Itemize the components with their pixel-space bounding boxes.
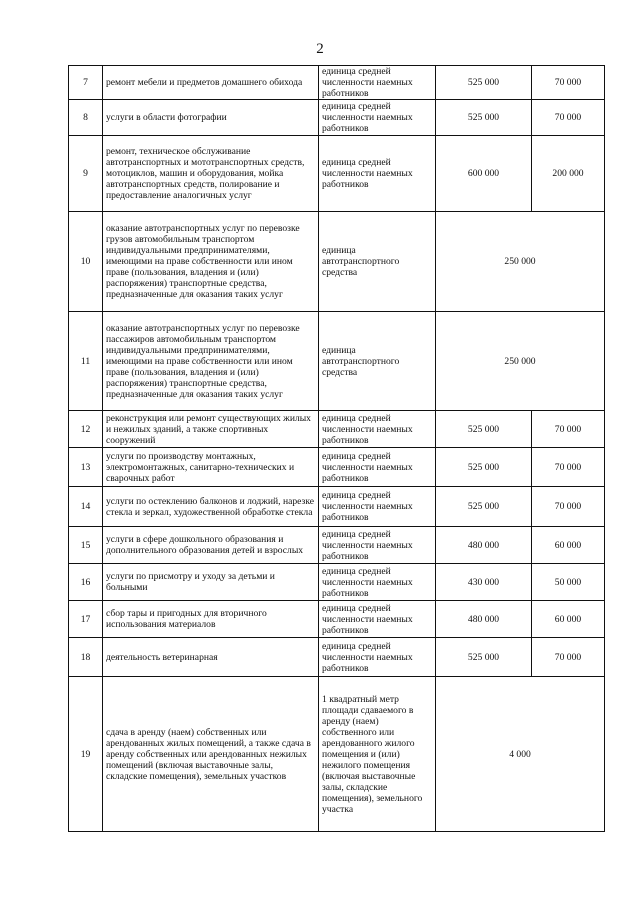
unit-cell: единица средней численности наемных работников — [319, 448, 436, 487]
value-cell-2: 70 000 — [532, 448, 605, 487]
value-cell-1: 525 000 — [436, 66, 532, 100]
table-row — [69, 100, 605, 136]
value-cell-2: 70 000 — [532, 487, 605, 527]
unit-cell: единица средней численности наемных работников — [319, 100, 436, 136]
unit-cell: единица автотранспортного средства — [319, 312, 436, 411]
value-cell-1: 480 000 — [436, 527, 532, 564]
table-row — [69, 136, 605, 212]
table-row — [69, 677, 605, 832]
activity-cell: услуги по присмотру и уходу за детьми и больными — [103, 564, 319, 601]
table-row — [69, 601, 605, 638]
activity-cell: ремонт, техническое обслуживание автотранспортных и мототранспортных средств, мотоциклов, машин и оборудования, мойка автотранспортных средств, полирование и предоставление аналогичных услуг — [103, 136, 319, 212]
value-cell-merged: 250 000 — [436, 212, 605, 312]
table-row — [69, 527, 605, 564]
row-number: 8 — [69, 100, 103, 136]
row-number: 7 — [69, 66, 103, 100]
table-row — [69, 212, 605, 312]
row-number: 12 — [69, 411, 103, 448]
row-number: 15 — [69, 527, 103, 564]
activity-cell: реконструкция или ремонт существующих жилых и нежилых зданий, а также спортивных сооружений — [103, 411, 319, 448]
activity-cell: ремонт мебели и предметов домашнего обихода — [103, 66, 319, 100]
value-cell-2: 50 000 — [532, 564, 605, 601]
table-row — [69, 487, 605, 527]
unit-cell: единица средней численности наемных работников — [319, 136, 436, 212]
unit-cell: единица средней численности наемных работников — [319, 564, 436, 601]
value-cell-1: 525 000 — [436, 448, 532, 487]
table-row — [69, 448, 605, 487]
row-number: 11 — [69, 312, 103, 411]
row-number: 19 — [69, 677, 103, 832]
value-cell-1: 430 000 — [436, 564, 532, 601]
value-cell-merged: 250 000 — [436, 312, 605, 411]
tax-rates-table — [68, 65, 605, 832]
activity-cell: услуги по остеклению балконов и лоджий, нарезке стекла и зеркал, художественной обработке стекла — [103, 487, 319, 527]
unit-cell: единица средней численности наемных работников — [319, 601, 436, 638]
value-cell-1: 525 000 — [436, 100, 532, 136]
activity-cell: оказание автотранспортных услуг по перевозке пассажиров автомобильным транспортом индивидуальными предпринимателями, имеющими на праве собственности или ином праве (пользования, владения и (или) распоряжения) транспортные средства, предназначенные для оказания таких услуг — [103, 312, 319, 411]
unit-cell: единица средней численности наемных работников — [319, 638, 436, 677]
value-cell-1: 525 000 — [436, 487, 532, 527]
unit-cell: единица средней численности наемных работников — [319, 411, 436, 448]
value-cell-1: 600 000 — [436, 136, 532, 212]
value-cell-2: 70 000 — [532, 411, 605, 448]
activity-cell: сдача в аренду (наем) собственных или арендованных жилых помещений, а также сдача в аренду собственных или арендованных нежилых помещений (включая выставочные залы, складские помещения), земельных участков — [103, 677, 319, 832]
activity-cell: услуги по производству монтажных, электромонтажных, санитарно-технических и сварочных работ — [103, 448, 319, 487]
unit-cell: единица средней численности наемных работников — [319, 487, 436, 527]
activity-cell: услуги в области фотографии — [103, 100, 319, 136]
row-number: 13 — [69, 448, 103, 487]
value-cell-1: 525 000 — [436, 411, 532, 448]
activity-cell: сбор тары и пригодных для вторичного использования материалов — [103, 601, 319, 638]
table-row — [69, 564, 605, 601]
unit-cell: единица средней численности наемных работников — [319, 66, 436, 100]
row-number: 9 — [69, 136, 103, 212]
table-row — [69, 411, 605, 448]
value-cell-merged: 4 000 — [436, 677, 605, 832]
row-number: 18 — [69, 638, 103, 677]
value-cell-2: 60 000 — [532, 527, 605, 564]
value-cell-2: 60 000 — [532, 601, 605, 638]
row-number: 10 — [69, 212, 103, 312]
value-cell-1: 525 000 — [436, 638, 532, 677]
unit-cell: единица средней численности наемных работников — [319, 527, 436, 564]
value-cell-1: 480 000 — [436, 601, 532, 638]
value-cell-2: 70 000 — [532, 100, 605, 136]
activity-cell: оказание автотранспортных услуг по перевозке грузов автомобильным транспортом индивидуальными предпринимателями, имеющими на праве собственности или ином праве (пользования, владения и (или) распоряжения) транспортные средства, предназначенные для оказания таких услуг — [103, 212, 319, 312]
row-number: 17 — [69, 601, 103, 638]
table-row — [69, 638, 605, 677]
value-cell-2: 200 000 — [532, 136, 605, 212]
page-number: 2 — [316, 41, 324, 57]
unit-cell: 1 квадратный метр площади сдаваемого в аренду (наем) собственного или арендованного жилого помещения и (или) нежилого помещения (включая выставочные залы, складские помещения), земельного участка — [319, 677, 436, 832]
value-cell-2: 70 000 — [532, 66, 605, 100]
unit-cell: единица автотранспортного средства — [319, 212, 436, 312]
table-row — [69, 66, 605, 100]
row-number: 16 — [69, 564, 103, 601]
activity-cell: услуги в сфере дошкольного образования и дополнительного образования детей и взрослых — [103, 527, 319, 564]
activity-cell: деятельность ветеринарная — [103, 638, 319, 677]
value-cell-2: 70 000 — [532, 638, 605, 677]
table-row — [69, 312, 605, 411]
row-number: 14 — [69, 487, 103, 527]
